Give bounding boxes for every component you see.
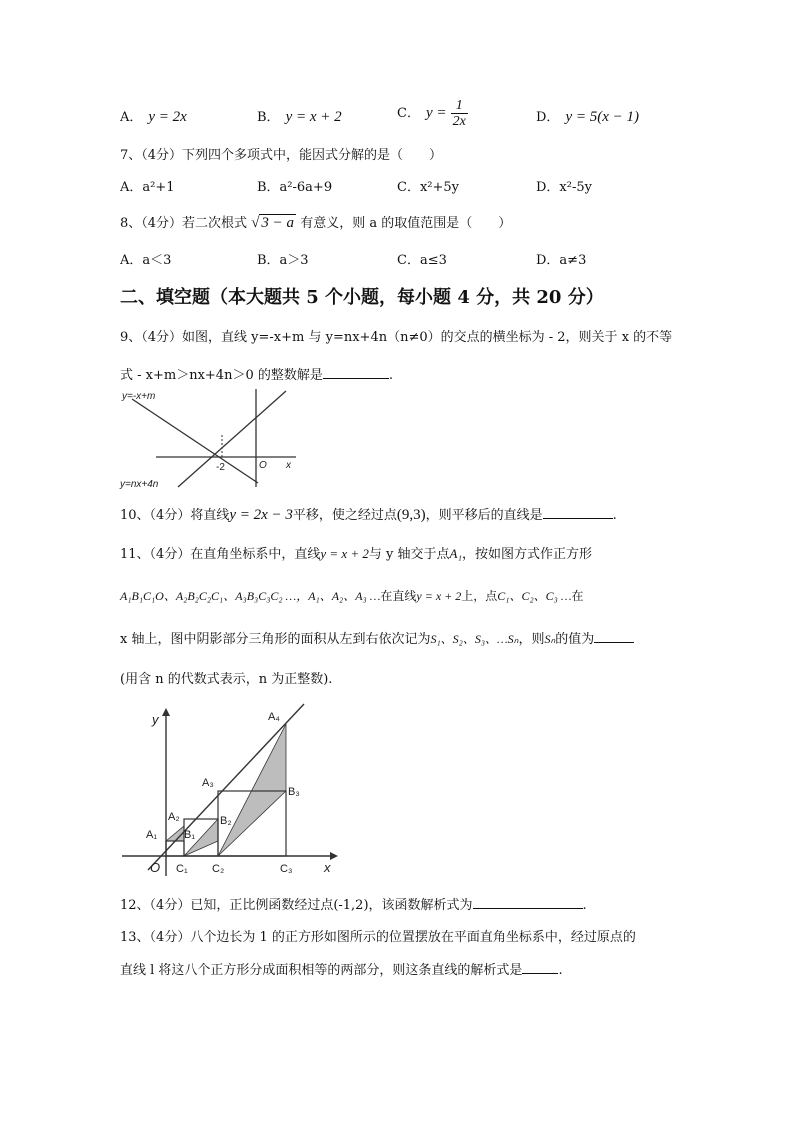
formula: y =: [425, 105, 447, 121]
x-axis-label: x: [286, 460, 291, 471]
q8-option-b: B．a＞3: [257, 253, 309, 268]
q6-option-b: [257, 106, 342, 126]
y-arrow: [162, 708, 170, 716]
q6-option-c: [397, 98, 468, 129]
option-label: A．: [120, 110, 143, 125]
areas-sequence: S₁、S₂、S₃、…Sₙ: [430, 632, 519, 646]
shaded-triangle-s1: [166, 826, 184, 841]
q11-line2-mid: 在直线: [380, 589, 417, 603]
q9-figure: [118, 387, 318, 491]
points-c: C₁、C₂、C₃ …: [497, 589, 572, 603]
q8-option-d: D．a≠3: [536, 253, 587, 268]
period: .: [612, 508, 617, 523]
numerator: 1: [451, 98, 468, 114]
q11-line3: [120, 628, 634, 647]
q10-mid: 平移，使之经过点: [292, 508, 397, 523]
y-label: y: [152, 712, 159, 727]
label-b1: B₁: [184, 829, 196, 841]
label-c3: C₃: [280, 863, 293, 875]
origin-label: O: [150, 860, 161, 875]
q6-option-d: [536, 106, 639, 126]
q6-option-a: [120, 106, 187, 126]
q7-option-d: D．x²-5y: [536, 180, 592, 195]
formula: y = x + 2: [320, 546, 369, 561]
q11-line3-text: x 轴上，图中阴影部分三角形的面积从左到右依次记为: [120, 632, 431, 647]
figure-background: [118, 387, 318, 491]
answer-blank: [323, 366, 389, 379]
q9-line1: 9、（4分）如图，直线 y=-x+m 与 y=nx+4n（n≠0）的交点的横坐标为 - 2，则关于 x 的不等: [120, 330, 673, 345]
q9-line2: [120, 364, 393, 383]
formula: y = 2x − 3: [229, 507, 293, 523]
option-label: B．: [257, 110, 280, 125]
q7-option-a: A．a²+1: [120, 180, 175, 195]
q11-post: ，按如图方式作正方形: [462, 547, 593, 562]
formula: y = x + 2: [285, 109, 342, 125]
denominator: 2x: [452, 114, 466, 129]
q8-stem-pre: 8、（4分）若二次根式: [120, 216, 248, 231]
q12-text: 12、（4分）已知，正比例函数经过点(-1,2)，该函数解析式为: [120, 898, 473, 913]
fraction: [451, 98, 468, 129]
q8-stem-post: 有意义，则 a 的取值范围是（ ）: [300, 216, 512, 231]
q7-stem: 7、（4分）下列四个多项式中，能因式分解的是（ ）: [120, 148, 443, 163]
formula: y = x + 2: [416, 589, 462, 603]
q13-line1: 13、（4分）八个边长为 1 的正方形如图所示的位置摆放在平面直角坐标系中，经过原点的: [120, 930, 636, 945]
q11-line3-post: 的值为: [555, 632, 595, 647]
shaded-triangle-s3: [218, 724, 286, 856]
label-top-line: y=-x+m: [122, 391, 156, 402]
origin-label: O: [259, 460, 267, 471]
q7-option-c: C．x²+5y: [397, 180, 459, 195]
q11-line2-mid2: 上，点: [461, 589, 498, 603]
q11-mid: 与 y 轴交于点: [368, 547, 450, 562]
point: (9,3): [396, 507, 426, 523]
radicand: 3 − a: [261, 215, 295, 231]
q12-stem: [120, 894, 587, 913]
q8-option-a: A．a＜3: [120, 253, 172, 268]
label-a2: A₂: [168, 811, 180, 823]
q11-line3-mid: ，则: [518, 632, 545, 647]
label-c2: C₂: [212, 863, 225, 875]
answer-blank: [594, 630, 634, 643]
period: .: [582, 898, 587, 913]
q10-post: ，则平移后的直线是: [425, 508, 543, 523]
q10-stem: [120, 504, 617, 524]
answer-blank: [473, 896, 583, 909]
answer-blank: [522, 961, 558, 974]
q10-pre: 10、（4分）将直线: [120, 508, 230, 523]
square-sequence: A₁B₁C₁O、A₂B₂C₂C₁、A₃B₃C₃C₂ …，A₁、A₂、A₃ …: [120, 589, 381, 603]
tick-neg2: -2: [216, 462, 225, 473]
q11-line2-end: 在: [571, 589, 584, 603]
formula: y = 5(x − 1): [565, 109, 639, 125]
q8-option-c: C．a≤3: [397, 253, 447, 268]
q11-line2: [120, 587, 584, 604]
x-label: x: [324, 860, 331, 875]
label-c1: C₁: [176, 863, 188, 875]
label-bottom-line: y=nx+4n: [120, 479, 159, 490]
label-b2: B₂: [220, 815, 232, 827]
q13-line2-text: 直线 l 将这八个正方形分成面积相等的两部分，则这条直线的解析式是: [120, 963, 523, 978]
option-label: D．: [536, 110, 560, 125]
q11-figure: [118, 700, 338, 880]
q13-line2: [120, 959, 563, 978]
label-a3: A₃: [202, 777, 214, 789]
section-heading: 二、填空题（本大题共 5 个小题，每小题 4 分，共 20 分）: [120, 287, 604, 308]
answer-blank: [543, 506, 613, 519]
x-arrow: [330, 852, 338, 860]
q11-line4: (用含 n 的代数式表示，n 为正整数).: [120, 672, 333, 687]
q7-option-b: B．a²-6a+9: [257, 180, 333, 195]
q9-line2-text: 式 - x+m＞nx+4n＞0 的整数解是: [120, 368, 323, 383]
label-a1: A₁: [146, 829, 158, 841]
point-a1: A₁: [449, 546, 462, 561]
label-b3: B₃: [288, 786, 300, 798]
label-a4: A₄: [268, 711, 280, 723]
area-sn: Sₙ: [544, 632, 556, 646]
formula: y = 2x: [148, 109, 187, 125]
q11-line1: [120, 543, 592, 562]
period: .: [558, 963, 563, 978]
period: .: [388, 368, 393, 383]
q11-pre: 11、（4分）在直角坐标系中，直线: [120, 547, 321, 562]
option-label: C．: [397, 106, 420, 121]
sqrt-radical: √ 3 − a: [251, 215, 295, 231]
q8-stem: [120, 212, 511, 232]
